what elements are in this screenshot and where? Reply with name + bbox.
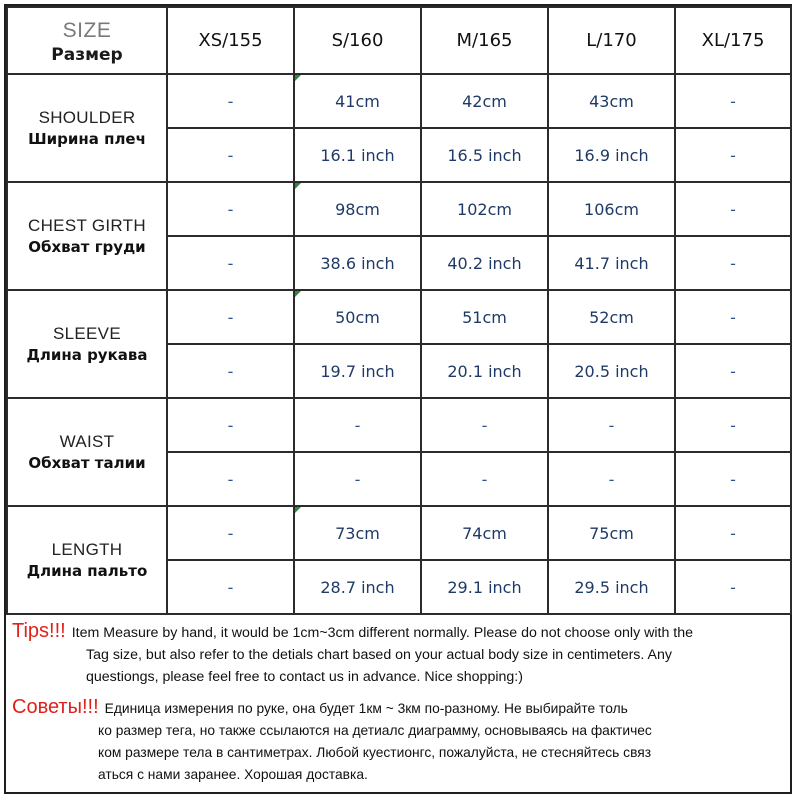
value-cell: 28.7 inch [294, 560, 421, 614]
tip-line: questiongs, please feel free to contact us in advance. Nice shopping:) [86, 669, 523, 685]
size-header-l: L/170 [548, 7, 675, 74]
value-cell: 38.6 inch [294, 236, 421, 290]
tips-label: Tips!!! [12, 620, 66, 642]
value-cell: - [294, 398, 421, 452]
value-cell: - [167, 290, 294, 344]
size-header-m: M/165 [421, 7, 548, 74]
value-cell: 51cm [421, 290, 548, 344]
value-cell: 29.5 inch [548, 560, 675, 614]
table-row [7, 506, 791, 560]
corner-label-en: SIZE [62, 18, 112, 42]
value-cell: 102cm [421, 182, 548, 236]
size-header-xs: XS/155 [167, 7, 294, 74]
value-cell: - [167, 506, 294, 560]
table-row [7, 398, 791, 452]
value-cell: - [167, 398, 294, 452]
value-cell: - [675, 74, 791, 128]
row-label-chest-girth [7, 182, 167, 290]
tips-section [6, 612, 790, 790]
table-row [7, 290, 791, 344]
value-cell: - [675, 560, 791, 614]
value-cell: 16.5 inch [421, 128, 548, 182]
tip-text: Единица измерения по руке, она будет 1км ~ 3км по-разному. Не выбирайте толь [104, 701, 628, 716]
value-cell: - [167, 128, 294, 182]
value-cell: 75cm [548, 506, 675, 560]
row-label-waist [7, 398, 167, 506]
value-cell: - [167, 74, 294, 128]
size-header-s: S/160 [294, 7, 421, 74]
value-cell: - [675, 182, 791, 236]
value-cell: - [294, 452, 421, 506]
corner-label-ru: Размер [51, 44, 123, 65]
value-cell: - [675, 506, 791, 560]
value-cell: - [421, 452, 548, 506]
value-cell: 40.2 inch [421, 236, 548, 290]
value-cell: 41.7 inch [548, 236, 675, 290]
row-label-en: LENGTH [51, 540, 123, 559]
value-cell: - [675, 344, 791, 398]
row-label-en: SLEEVE [53, 324, 121, 343]
value-cell: - [548, 452, 675, 506]
value-cell: 52cm [548, 290, 675, 344]
tip-text: Item Measure by hand, it would be 1cm~3cm different normally. Please do not choose only with the [71, 625, 694, 641]
value-cell: - [675, 452, 791, 506]
value-cell: - [167, 182, 294, 236]
size-chart-table [6, 6, 792, 615]
row-label-en: WAIST [59, 432, 115, 451]
value-cell: 43cm [548, 74, 675, 128]
header-row [7, 7, 791, 74]
row-label-sleeve [7, 290, 167, 398]
row-label-ru: Длина рукава [26, 346, 148, 364]
value-cell: 42cm [421, 74, 548, 128]
tips-english [12, 620, 784, 688]
value-cell: 98cm [294, 182, 421, 236]
tip-line: аться с нами заранее. Хорошая доставка. [98, 767, 368, 782]
value-cell: 16.9 inch [548, 128, 675, 182]
value-cell: 50cm [294, 290, 421, 344]
value-cell: 20.5 inch [548, 344, 675, 398]
tip-line: Tag size, but also refer to the detials chart based on your actual body size in centimeters. Any [86, 647, 672, 663]
value-cell: 41cm [294, 74, 421, 128]
row-label-ru: Обхват груди [28, 238, 146, 256]
row-label-ru: Обхват талии [28, 454, 146, 472]
value-cell: - [167, 452, 294, 506]
size-header-xl: XL/175 [675, 7, 791, 74]
value-cell: - [167, 560, 294, 614]
row-label-en: SHOULDER [38, 108, 136, 127]
tip-line [12, 620, 784, 644]
tips-label-ru: Советы!!! [12, 696, 99, 718]
row-label-ru: Длина пальто [26, 562, 148, 580]
value-cell: 73cm [294, 506, 421, 560]
value-cell: - [548, 398, 675, 452]
row-label-shoulder [7, 74, 167, 182]
row-label-ru: Ширина плеч [28, 130, 146, 148]
corner-cell [7, 7, 167, 74]
table-row [7, 74, 791, 128]
value-cell: - [167, 344, 294, 398]
value-cell: 19.7 inch [294, 344, 421, 398]
row-label-length [7, 506, 167, 614]
value-cell: - [421, 398, 548, 452]
value-cell: 16.1 inch [294, 128, 421, 182]
value-cell: - [675, 290, 791, 344]
value-cell: 74cm [421, 506, 548, 560]
tip-line: ко размер тега, но также ссылаются на детиалс диаграмму, основываясь на фактичес [98, 723, 652, 738]
tip-line [12, 696, 784, 720]
value-cell: - [167, 236, 294, 290]
value-cell: 20.1 inch [421, 344, 548, 398]
value-cell: - [675, 236, 791, 290]
table-row [7, 182, 791, 236]
tips-russian [12, 696, 784, 786]
value-cell: - [675, 128, 791, 182]
value-cell: 29.1 inch [421, 560, 548, 614]
tip-line: ком размере тела в сантиметрах. Любой куестионгс, пожалуйста, не стесняйтесь связ [98, 745, 652, 760]
value-cell: - [675, 398, 791, 452]
value-cell: 106cm [548, 182, 675, 236]
row-label-en: CHEST GIRTH [28, 216, 146, 235]
